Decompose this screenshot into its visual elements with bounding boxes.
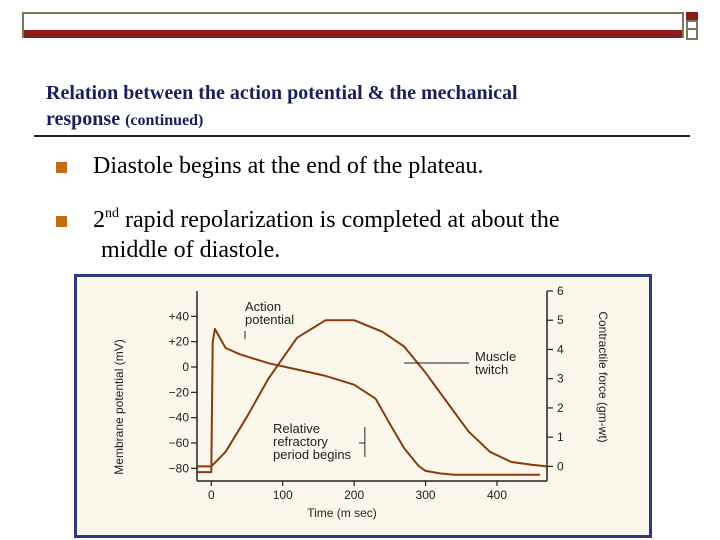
y-left-tick-label: +40 (168, 309, 189, 324)
corner-square-icon (686, 28, 698, 40)
y-right-tick-label: 0 (557, 459, 564, 474)
y-right-tick-label: 4 (557, 342, 564, 357)
action-potential-chart (77, 277, 649, 535)
y-right-tick-label: 6 (557, 284, 564, 298)
y-left-tick-label: +20 (168, 334, 189, 349)
refractory-period-label: Relative refractory period begins (273, 421, 352, 462)
y-left-tick-label: −40 (168, 410, 189, 425)
y-right-tick-label: 2 (557, 400, 564, 415)
header-accent-bar (24, 30, 682, 38)
bullet-ordinal: 2 (93, 207, 105, 233)
title-line-2: response (46, 108, 121, 130)
title-divider (34, 135, 690, 137)
bullet-text-line-2: middle of diastole. (101, 237, 281, 263)
x-tick-label: 300 (415, 488, 436, 502)
bullet-ordinal-suffix: nd (105, 206, 119, 221)
y-left-tick-label: −80 (168, 461, 189, 476)
physiology-figure (74, 274, 652, 538)
y-right-tick-label: 1 (557, 430, 564, 445)
bullet-text: Diastole begins at the end of the plateau. (93, 153, 484, 179)
title-suffix: (continued) (125, 112, 204, 129)
x-tick-label: 400 (486, 488, 508, 502)
muscle-twitch-curve (197, 320, 547, 466)
title-line-1: Relation between the action potential & the mechanical (46, 82, 518, 104)
x-tick-label: 200 (344, 488, 365, 502)
x-tick-label: 0 (207, 488, 215, 502)
y-left-tick-label: −60 (168, 436, 189, 450)
muscle-twitch-label: Muscle twitch (475, 349, 517, 377)
y-axis-left-label: Membrane potential (mV) (112, 339, 126, 475)
y-axis-right-label: Contractile force (gm-wt) (596, 311, 610, 443)
x-tick-label: 100 (272, 488, 293, 502)
square-bullet-icon (56, 162, 67, 173)
x-axis-label: Time (m sec) (307, 506, 377, 520)
y-right-tick-label: 5 (557, 313, 564, 328)
action-potential-label: Action potential (245, 299, 295, 327)
square-bullet-icon (56, 216, 67, 227)
slide-title (46, 80, 666, 134)
bullet-text-line-1: rapid repolarization is completed at about the (119, 207, 560, 233)
y-left-tick-label: −20 (168, 385, 189, 400)
bullet-text (93, 205, 693, 265)
y-left-tick-label: 0 (182, 360, 189, 374)
y-right-tick-label: 3 (557, 371, 564, 386)
